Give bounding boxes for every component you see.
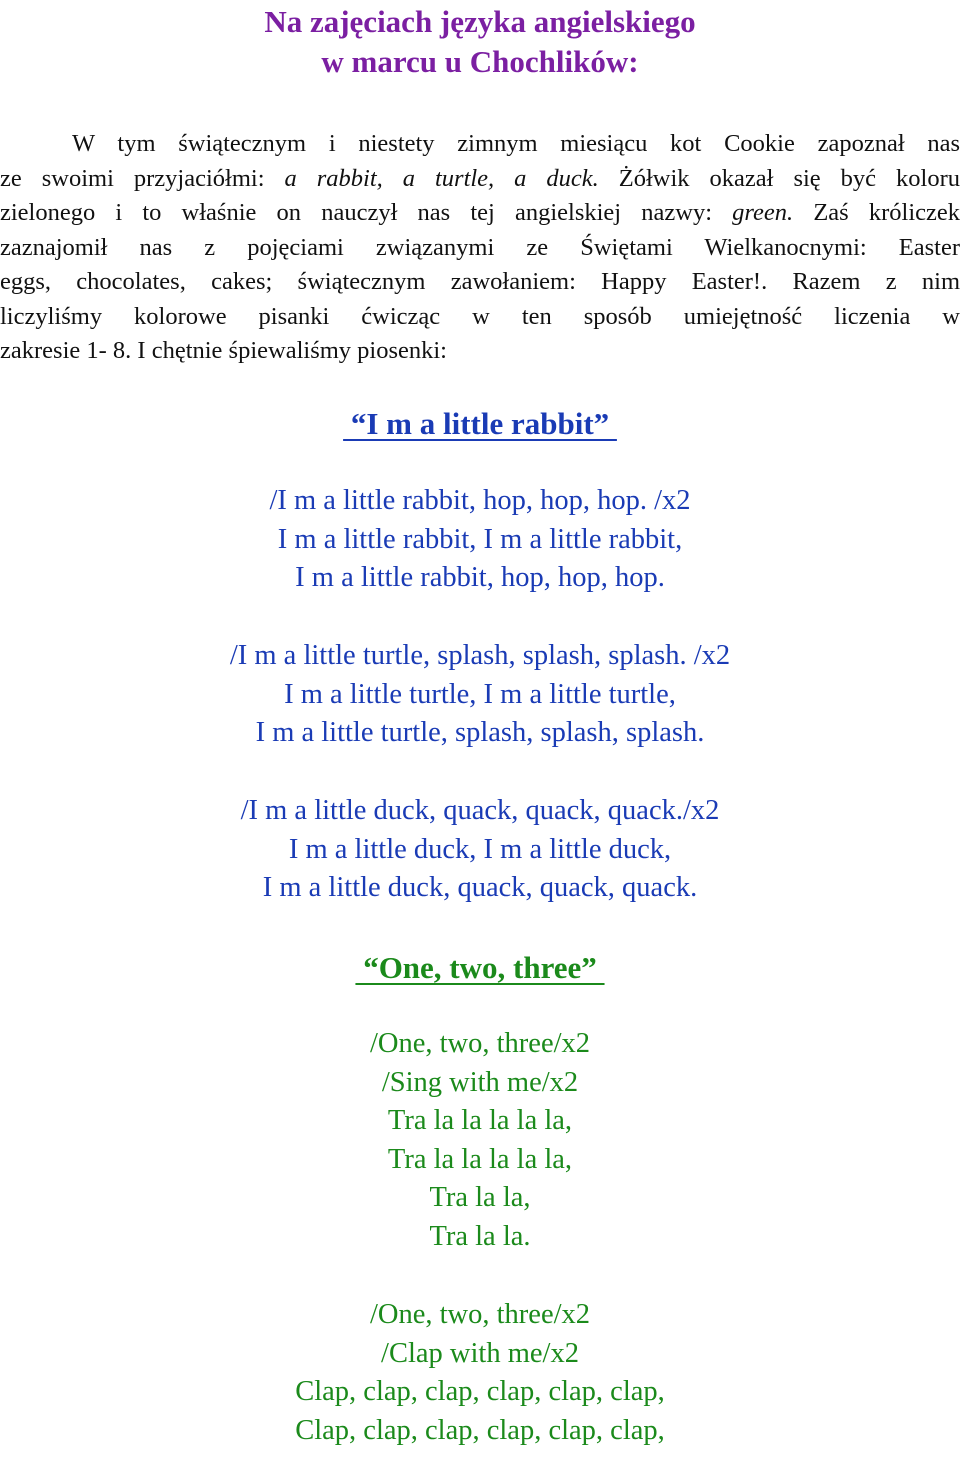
intro-line-3 (0, 196, 960, 231)
verse-line: /I m a little turtle, splash, splash, splash. /x2 (229, 640, 731, 671)
song-1-title (0, 404, 960, 444)
verse-line: I m a little rabbit, hop, hop, hop. (295, 562, 665, 593)
song-2-verse-1 (0, 1025, 960, 1256)
song-2-verse-2 (0, 1296, 960, 1450)
intro-line-7: zakresie 1- 8. I chętnie śpiewaliśmy piosenki: (0, 337, 447, 364)
verse-line: I m a little duck, quack, quack, quack. (262, 872, 698, 903)
verse-line: /One, two, three/x2 (369, 1299, 591, 1330)
song-1-verse-2 (0, 637, 960, 753)
intro-line-1: W tym świątecznym i niestety zimnym miesiącu kot Cookie zapoznał nas (72, 130, 960, 157)
intro-green-italic: green. (732, 199, 794, 226)
page-title (0, 2, 960, 82)
intro-animals-italic: a rabbit, a turtle, a duck. (284, 164, 599, 192)
verse-line: Tra la la la la la, (387, 1143, 573, 1175)
verse-line: /One, two, three/x2 (369, 1028, 591, 1059)
song-1-verse-3 (0, 792, 960, 908)
verse-line: /Sing with me/x2 (381, 1066, 579, 1098)
song-2-title-text: “One, two, three” (355, 950, 605, 985)
verse-line: Clap, clap, clap, clap, clap, clap, (295, 1414, 665, 1446)
verse-line: Tra la la, (429, 1182, 531, 1213)
intro-line-3-a: zielonego i to właśnie on nauczył nas tej angielskiej nazwy: (0, 199, 733, 226)
verse-line: Tra la la. (429, 1220, 531, 1252)
song-2-title (0, 948, 960, 988)
intro-line-6: liczyliśmy kolorowe pisanki ćwicząc w ten sposób umiejętność liczenia w (0, 302, 960, 330)
verse-line: I m a little rabbit, I m a little rabbit, (277, 523, 683, 555)
intro-line-5: eggs, chocolates, cakes; świątecznym zawołaniem: Happy Easter!. Razem z nim (0, 268, 960, 295)
verse-line: Tra la la la la la, (387, 1105, 573, 1136)
verse-line: I m a little duck, I m a little duck, (288, 833, 672, 865)
verse-line: I m a little turtle, I m a little turtle, (284, 678, 676, 710)
intro-line-4: zaznajomił nas z pojęciami związanymi ze Świętami Wielkanocnymi: Easter (0, 233, 960, 261)
page-title-line-2: w marcu u Chochlików: (321, 44, 639, 79)
intro-line-2-c: Żółwik okazał się być koloru (598, 164, 960, 192)
song-1-title-text: “I m a little rabbit” (343, 406, 617, 441)
verse-line: /I m a little duck, quack, quack, quack./x2 (240, 795, 720, 826)
intro-line-2-a: ze swoimi przyjaciółmi: (0, 164, 285, 192)
verse-line: Clap, clap, clap, clap, clap, clap, (295, 1376, 665, 1407)
intro-line-2 (0, 162, 960, 197)
intro-paragraph (0, 127, 960, 369)
page-title-line-1: Na zajęciach języka angielskiego (264, 4, 696, 39)
verse-line: /I m a little rabbit, hop, hop, hop. /x2 (269, 485, 691, 516)
verse-line: I m a little turtle, splash, splash, splash. (255, 717, 705, 748)
verse-line: /Clap with me/x2 (381, 1337, 579, 1369)
song-1-verse-1 (0, 482, 960, 598)
intro-line-3-c: Zaś króliczek (793, 199, 960, 226)
